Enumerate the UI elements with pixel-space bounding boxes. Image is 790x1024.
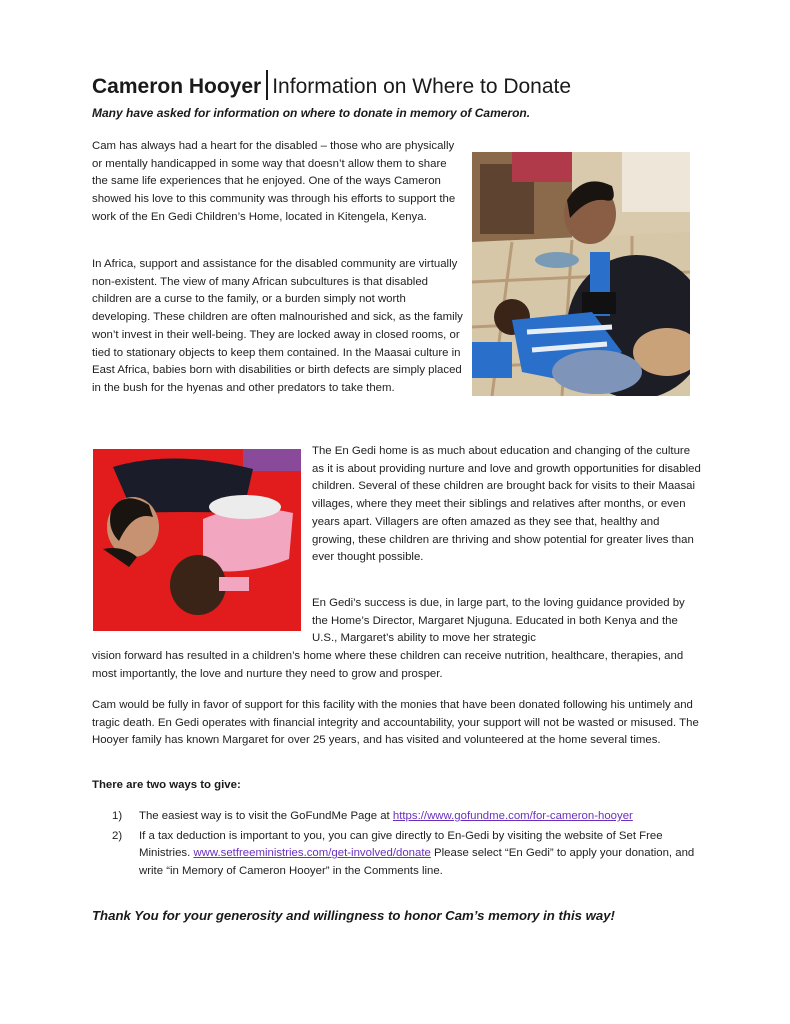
setfree-donate-link[interactable]: www.setfreeministries.com/get-involved/donate <box>193 847 431 860</box>
subtitle: Many have asked for information on where to donate in memory of Cameron. <box>92 106 531 120</box>
paragraph-cam-support: Cam would be fully in favor of support for this facility with the monies that have been donated following his untimely and tragic death. En Gedi operates with financial integrity and accountability, your support will not be wasted or misused. The Hooyer family has known Margaret for over 25 years, and has visited and volunteered at the home several times. <box>92 699 699 747</box>
list-item-text: The easiest way is to visit the GoFundMe Page at <box>139 810 393 822</box>
paragraph-intro: Cam has always had a heart for the disabled – those who are physically or mentally handicapped in some way that doesn’t allow them to share the same life experiences that he enjoyed. One of the ways Cameron showed his love to this community was through his efforts to support the work of the En Gedi Children’s Home, located in Kitengela, Kenya. <box>92 140 456 223</box>
title-separator <box>266 70 268 100</box>
ways-to-give-heading: There are two ways to give: <box>92 779 241 791</box>
man-and-baby-photo <box>93 449 301 631</box>
title-name: Cameron Hooyer <box>92 75 262 98</box>
ways-to-give-list <box>112 808 702 883</box>
list-item-text-after: Please select “En Gedi” to apply your donation, and write “in Memory of Cameron Hooyer” in the Comments line. <box>139 847 695 878</box>
title-text: Information on Where to Donate <box>272 75 572 98</box>
list-item-text: If a tax deduction is important to you, you can give directly to En-Gedi by visiting the website of Set Free Ministries. <box>139 829 663 860</box>
man-helping-child-photo <box>472 152 690 396</box>
list-number: 2) <box>112 829 123 842</box>
list-item <box>112 808 702 826</box>
paragraph-success-start: En Gedi’s success is due, in large part, to the loving guidance provided by the Home’s Director, Margaret Njuguna. Educated in both Kenya and the U.S., Margaret’s ability to move her strategic <box>312 597 685 645</box>
closing-thank-you: Thank You for your generosity and willingness to honor Cam’s memory in this way! <box>92 908 615 923</box>
page-title <box>92 70 571 101</box>
photo-1-illustration <box>472 152 690 396</box>
paragraph-en-gedi-home: The En Gedi home is as much about education and changing of the culture as it is about providing nurture and love and growth opportunities for disabled children. Several of these children are brought back for visits to their Maasai villages, where they meet their siblings and relatives after months, or even years apart. Villagers are often amazed as they see that, healthy and growing, these children are thriving and show potential for greater lives than ever thought possible. <box>312 445 701 564</box>
list-item <box>112 828 702 881</box>
gofundme-link[interactable]: https://www.gofundme.com/for-cameron-hooyer <box>392 810 633 822</box>
paragraph-success-end: vision forward has resulted in a children’s home where these children can receive nutrition, healthcare, therapies, and most importantly, the love and nurture they need to grow and prosper. <box>92 650 684 680</box>
list-number: 1) <box>112 810 123 822</box>
paragraph-africa: In Africa, support and assistance for the disabled community are virtually non-existent. The view of many African subcultures is that disabled children are a curse to the family, or a burden simply not worth developing. These children are often malnourished and sick, as the family won’t invest in their well-being. They are locked away in closed rooms, or tied to stationary objects to keep them contained. In the Maasai culture in East Africa, babies born with disabilities or birth defects are simply placed in the bush for the hyenas and other predators to take them. <box>92 258 463 394</box>
photo-2-illustration <box>93 449 301 631</box>
